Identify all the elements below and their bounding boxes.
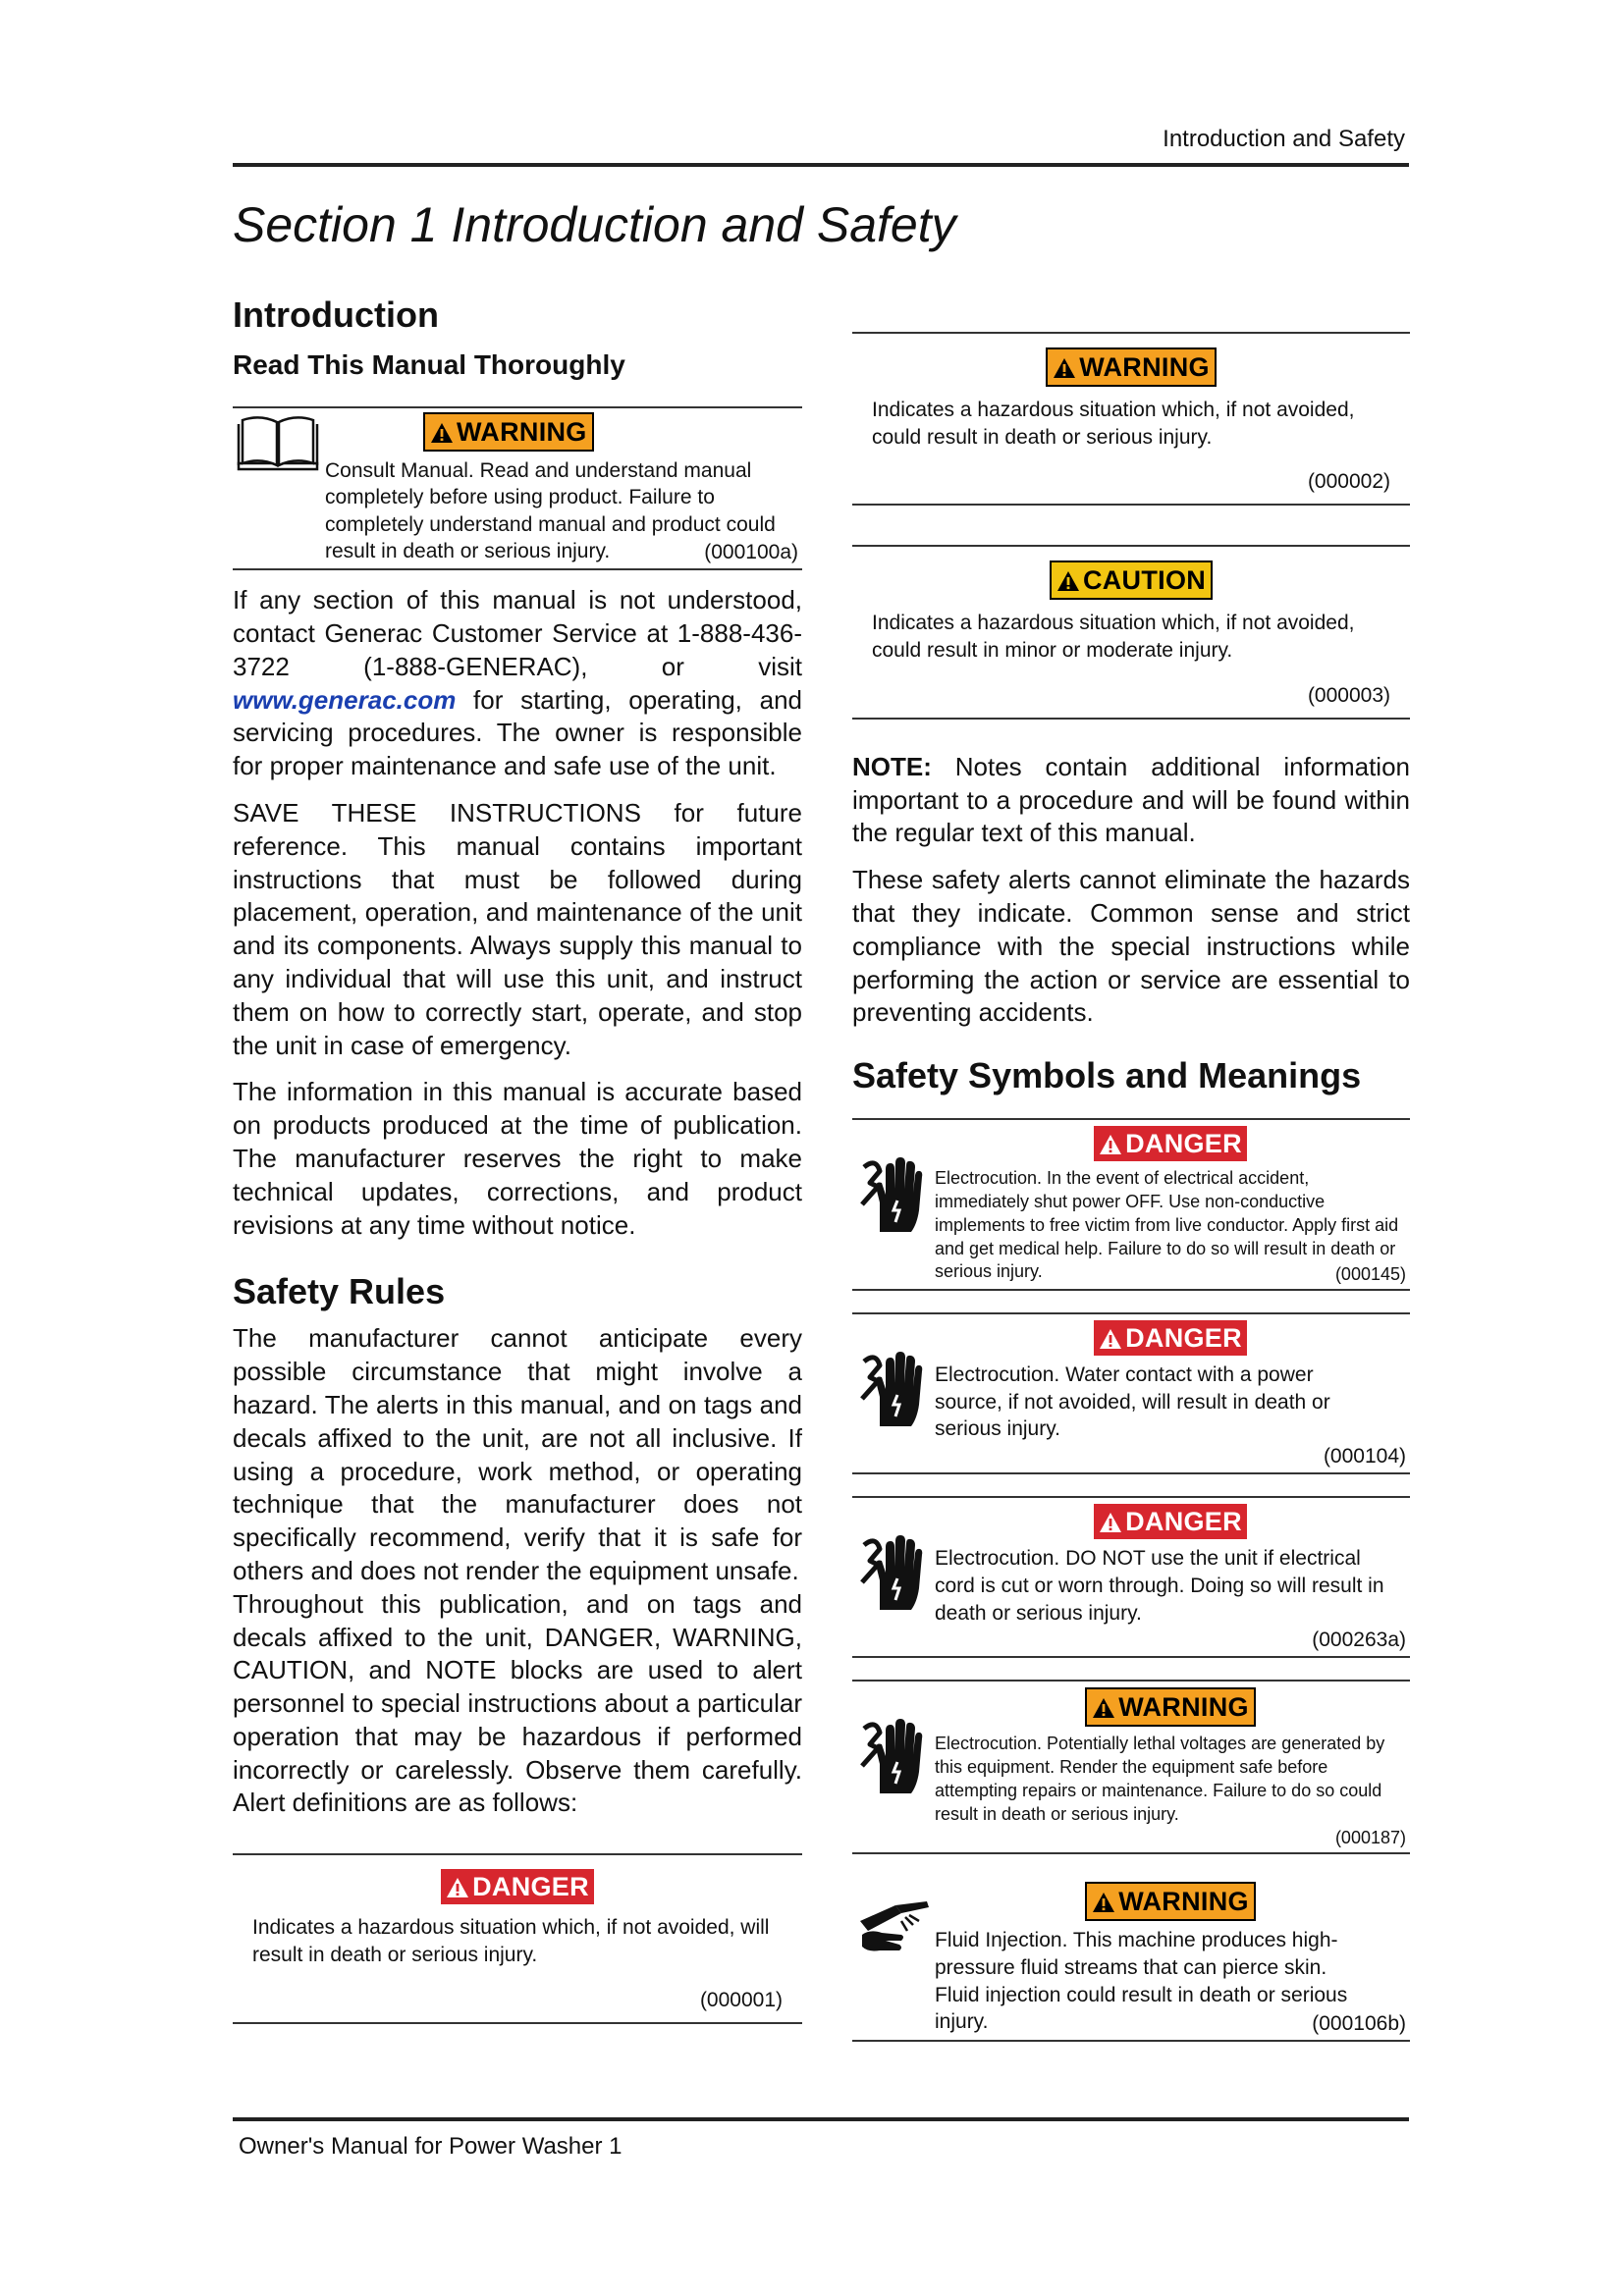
safety-rules-heading: Safety Rules (233, 1271, 446, 1312)
alert-blocks-paragraph: Throughout this publication, and on tags and decals affixed to the unit, DANGER, WARNING, CAUTION, and NOTE blocks are used to alert personnel to special instructions about a particular operation that may be hazardous if performed incorrectly or carelessly. Observe them carefully. Alert definitions are as follows: (233, 1588, 802, 1818)
open-book-icon (237, 414, 319, 471)
warning-triangle-icon (1053, 357, 1076, 379)
danger-definition-alert (233, 1853, 802, 2023)
safety-symbol-code: (000263a) (1312, 1629, 1406, 1652)
safety-symbol-3 (852, 1496, 1410, 1658)
warning-definition-alert (852, 332, 1410, 506)
fluid-injection-icon (856, 1901, 931, 1960)
danger-label: DANGER (1094, 1320, 1247, 1356)
safety-symbol-text: Electrocution. In the event of electrical accident, immediately shut power OFF. Use non-conductive implements to free victim from live conductor. Apply first aid and get medical help. Failure to do so will result in death or serious injury. (935, 1168, 1399, 1282)
left-column (233, 294, 802, 2024)
anticipate-paragraph: The manufacturer cannot anticipate every possible circumstance that might involve a hazard. The alerts in this manual, and on tags and decals affixed to the unit, are not all inclusive. If using a procedure, work method, or operating technique that the manufacturer does not specifically recommend, verify that it is safe for others and does not render the equipment unsafe. (233, 1323, 802, 1585)
safety-symbol-1 (852, 1118, 1410, 1291)
safety-symbol-5 (852, 1876, 1410, 2042)
warning-label: WARNING (1085, 1882, 1256, 1921)
page-footer (233, 2117, 1409, 2161)
warning-triangle-icon (1092, 1892, 1115, 1913)
caution-definition-text: Indicates a hazardous situation which, if not avoided, could result in minor or moderate injury. (872, 612, 1355, 663)
danger-label: DANGER (1094, 1126, 1247, 1161)
safety-symbol-text: Fluid Injection. This machine produces high-pressure fluid streams that can pierce skin. Fluid injection could result in death or serious injury. (935, 1929, 1348, 2034)
warning-label: WARNING (1085, 1687, 1256, 1727)
electrocution-hand-icon (856, 1715, 923, 1795)
accuracy-paragraph: The information in this manual is accurate based on products produced at the time of publication. The manufacturer reserves the right to make technical updates, corrections, and product revisions at any time without notice. (233, 1077, 802, 1240)
safety-symbol-2 (852, 1312, 1410, 1474)
warning-definition-text: Indicates a hazardous situation which, if not avoided, could result in death or serious injury. (872, 399, 1355, 449)
caution-definition-code: (000003) (1307, 683, 1390, 707)
caution-label: CAUTION (1050, 561, 1213, 600)
safety-symbol-code: (000187) (1334, 1828, 1406, 1848)
warning-definition-code: (000002) (1307, 470, 1390, 494)
safety-symbols-heading: Safety Symbols and Meanings (852, 1055, 1362, 1096)
introduction-heading: Introduction (233, 294, 439, 335)
safety-symbol-text: Electrocution. Potentially lethal voltages are generated by this equipment. Render the equipment safe before attempting repairs or maintenance. Failure to do so could result in death or serious injury. (935, 1734, 1385, 1824)
section-title: Section 1 Introduction and Safety (233, 197, 956, 252)
danger-triangle-icon (446, 1877, 469, 1898)
safety-symbol-code: (000106b) (1312, 2012, 1406, 2036)
safety-symbol-4 (852, 1680, 1410, 1854)
safety-alerts-paragraph: These safety alerts cannot eliminate the hazards that they indicate. Common sense and strict compliance with the special instructions while performing the action or service are essential to preventing accidents. (852, 865, 1410, 1028)
danger-label: DANGER (1094, 1504, 1247, 1539)
save-instructions-paragraph: SAVE THESE INSTRUCTIONS for future reference. This manual contains important instructions that must be followed during placement, operation, and maintenance of the unit and its components. Always supply this manual to any individual that will use this unit, and instruct them on how to correctly start, operate, and stop the unit in case of emergency. (233, 797, 802, 1060)
safety-symbol-text: Electrocution. DO NOT use the unit if electrical cord is cut or worn through. Doing so will result in death or serious injury. (935, 1547, 1384, 1625)
safety-symbol-code: (000104) (1323, 1445, 1406, 1468)
note-label: NOTE: (852, 751, 932, 781)
electrocution-hand-icon (856, 1153, 923, 1234)
manual-warning-alert (233, 406, 802, 570)
danger-definition-code: (000001) (699, 1988, 783, 2011)
warning-label: WARNING (423, 412, 594, 452)
running-title: Introduction and Safety (1163, 126, 1405, 152)
warning-label: WARNING (1046, 347, 1217, 387)
warning-triangle-icon (430, 422, 454, 444)
read-manual-heading: Read This Manual Thoroughly (233, 349, 625, 380)
manual-warning-code: (000100a) (704, 541, 798, 564)
right-column (852, 332, 1410, 2042)
contact-paragraph: If any section of this manual is not understood, contact Generac Customer Service at 1-888-436-3722 (1-888-GENERAC), or visit www.generac.com for starting, operating, and servicing procedures. The owner is responsible for proper maintenance and safe use of the unit. (233, 585, 802, 781)
safety-symbol-text: Electrocution. Water contact with a power source, if not avoided, will result in death or serious injury. (935, 1363, 1330, 1441)
warning-triangle-icon (1092, 1697, 1115, 1719)
footer-rule (233, 2117, 1409, 2121)
danger-triangle-icon (1099, 1134, 1122, 1155)
safety-symbol-code: (000145) (1334, 1264, 1406, 1284)
caution-definition-alert (852, 545, 1410, 719)
electrocution-hand-icon (856, 1348, 923, 1428)
note-paragraph: NOTE: Notes contain additional information important to a procedure and will be found within the regular text of this manual. (852, 751, 1410, 848)
footer-text: Owner's Manual for Power Washer 1 (239, 2133, 623, 2160)
manual-warning-text: Consult Manual. Read and understand manual completely before using product. Failure to completely understand manual and product could result in death or serious injury. (325, 459, 776, 562)
danger-triangle-icon (1099, 1512, 1122, 1533)
caution-triangle-icon (1056, 570, 1080, 592)
electrocution-hand-icon (856, 1531, 923, 1612)
page-header (233, 126, 1409, 167)
danger-definition-text: Indicates a hazardous situation which, if not avoided, will result in death or serious injury. (252, 1916, 770, 1966)
header-rule (233, 163, 1409, 167)
generac-website-link[interactable]: www.generac.com (233, 684, 457, 715)
danger-label: DANGER (441, 1869, 594, 1904)
danger-triangle-icon (1099, 1328, 1122, 1350)
